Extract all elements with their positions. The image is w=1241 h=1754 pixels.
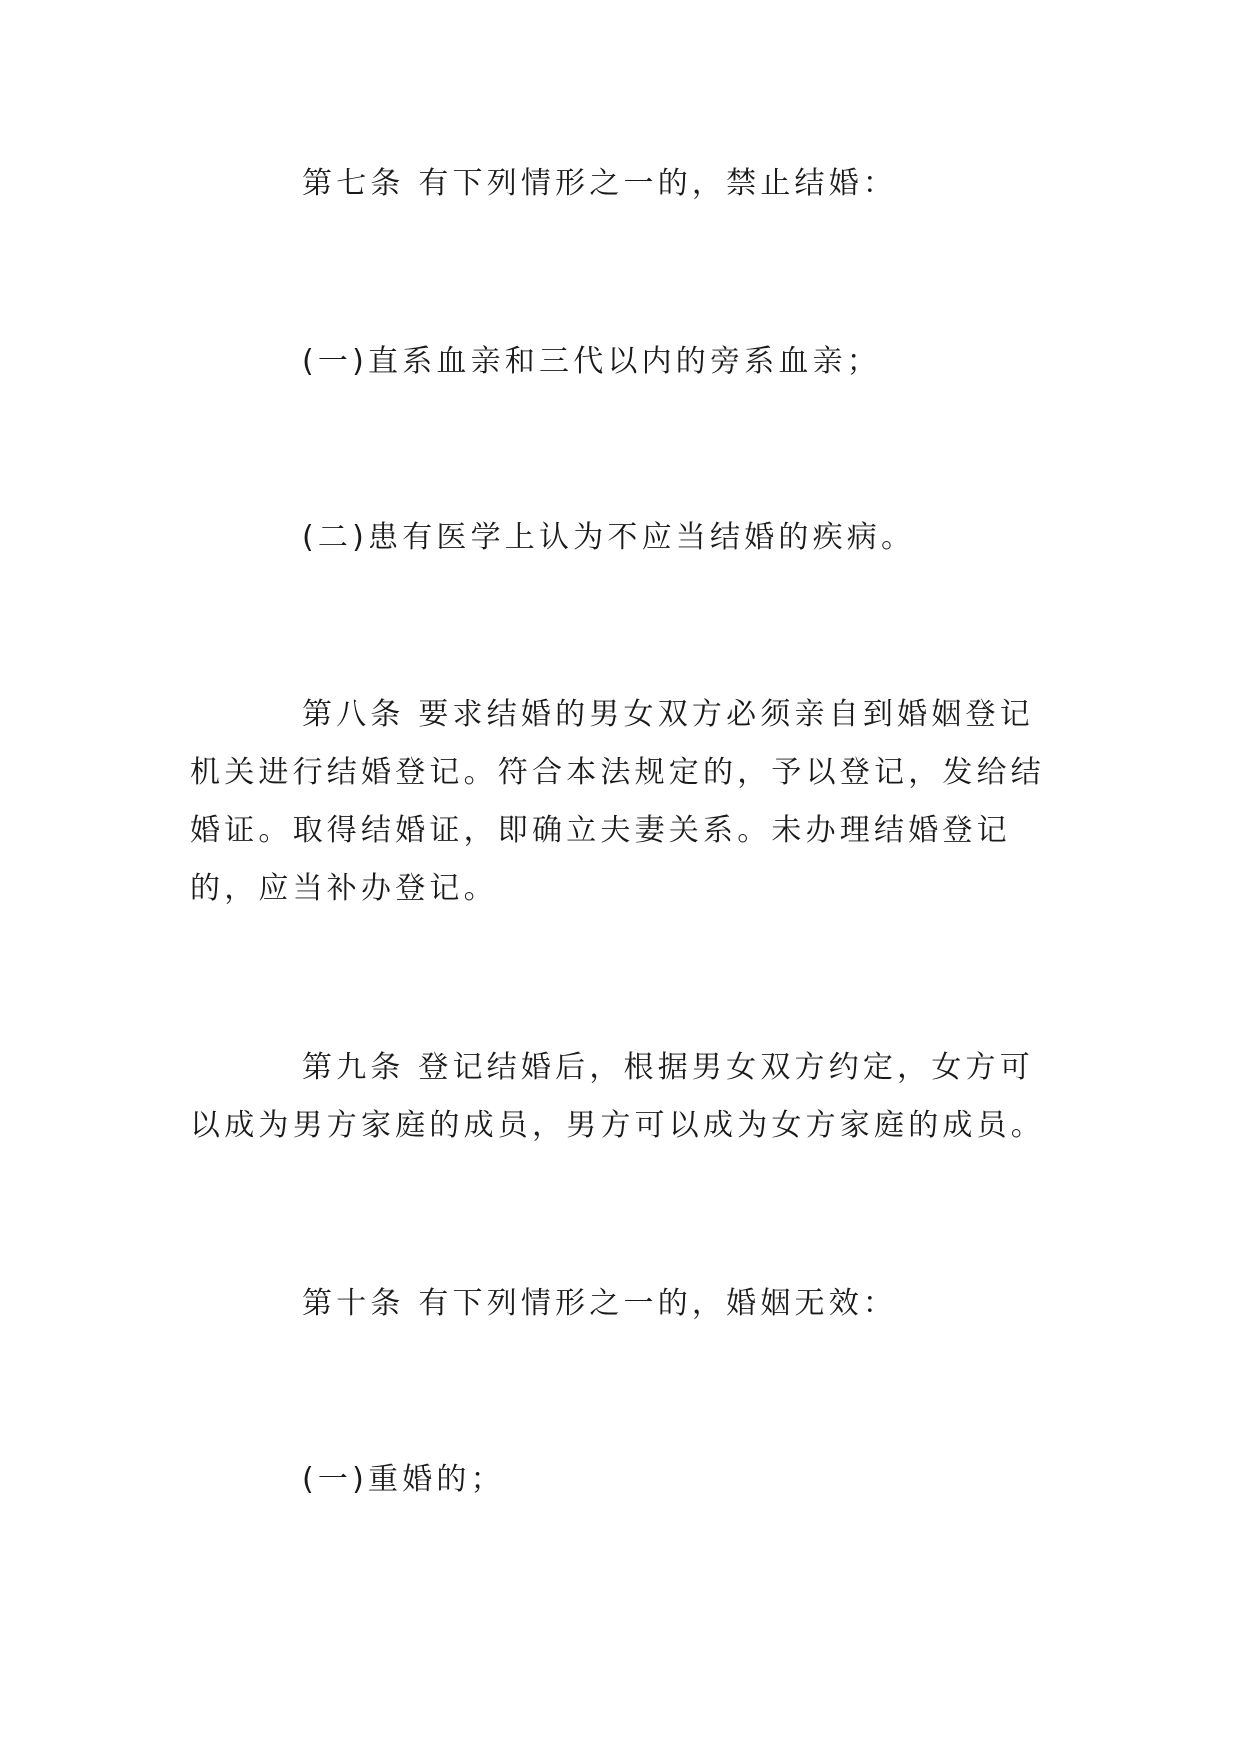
article-10-item-1: (一)重婚的；: [302, 1462, 505, 1497]
article-7-item-1: (一)直系血亲和三代以内的旁系血亲；: [302, 344, 882, 379]
article-9-paragraph: 第九条 登记结婚后，根据男女双方约定，女方可以成为男方家庭的成员，男方可以成为女方家庭的成员。: [190, 1050, 1045, 1143]
article-7-heading: 第七条 有下列情形之一的，禁止结婚：: [302, 166, 898, 201]
article-8-paragraph: 第八条 要求结婚的男女双方必须亲自到婚姻登记机关进行结婚登记。符合本法规定的，予以登记，发给结婚证。取得结婚证，即确立夫妻关系。未办理结婚登记的，应当补办登记。: [190, 697, 1045, 906]
article-7-item-2: (二)患有医学上认为不应当结婚的疾病。: [302, 520, 916, 555]
article-10-heading: 第十条 有下列情形之一的，婚姻无效：: [302, 1286, 898, 1321]
